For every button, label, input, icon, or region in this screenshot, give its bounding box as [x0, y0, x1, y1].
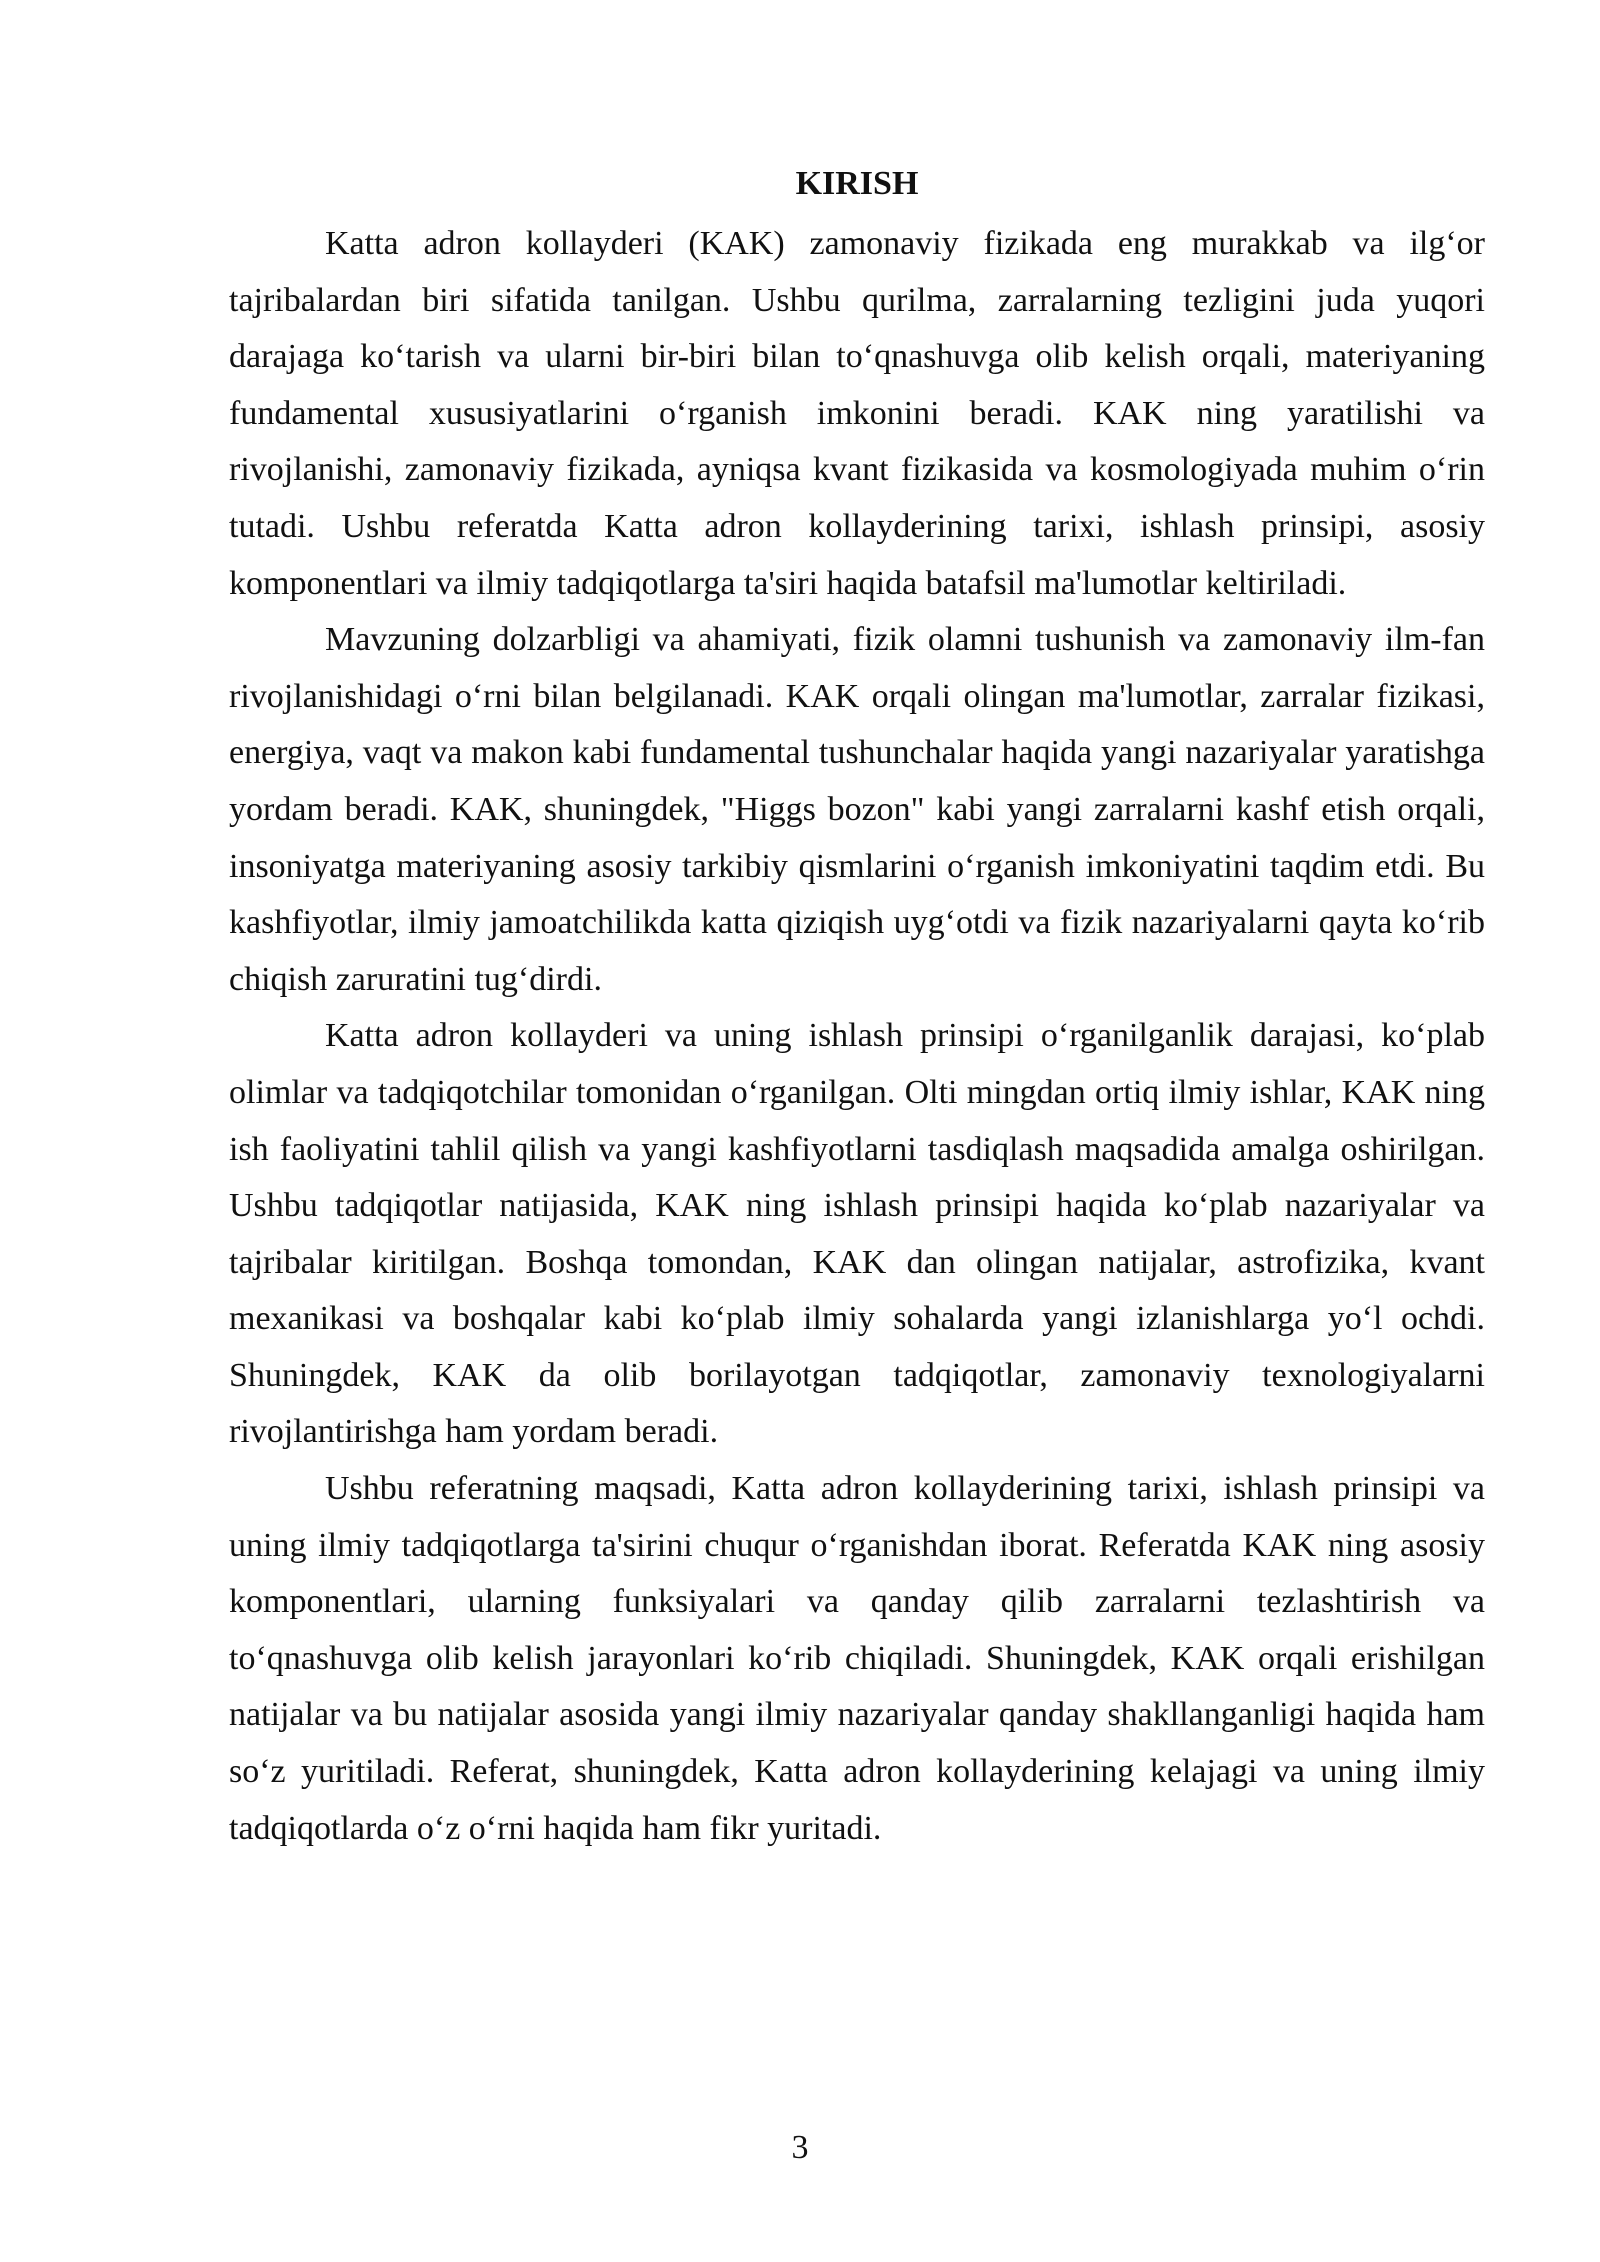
paragraph-relevance: Mavzuning dolzarbligi va ahamiyati, fizik olamni tushunish va zamonaviy ilm-fan rivojlanishidagi o‘rni bilan belgilanadi. KAK orqali olingan ma'lumotlar, zarralar fizikasi, energiya, vaqt va makon kabi fundamental tushunchalar haqida yangi nazariyalar yaratishga yordam beradi. KAK, shuningdek, "Higgs bozon" kabi yangi zarralarni kashf etish orqali, insoniyatga materiyaning asosiy tarkibiy qismlarini o‘rganish imkoniyatini taqdim etdi. Bu kashfiyotlar, ilmiy jamoatchilikda katta qiziqish uyg‘otdi va fizik nazariyalarni qayta ko‘rib chiqish zaruratini tug‘dirdi. [229, 621, 1485, 998]
paragraph-research-level: Katta adron kollayderi va uning ishlash prinsipi o‘rganilganlik darajasi, ko‘plab olimlar va tadqiqotchilar tomonidan o‘rganilgan. Olti mingdan ortiq ilmiy ishlar, KAK ning ish faoliyatini tahlil qilish va yangi kashfiyotlarni tasdiqlash maqsadida amalga oshirilgan. Ushbu tadqiqotlar natijasida, KAK ning ishlash prinsipi haqida ko‘plab nazariyalar va tajribalar kiritilgan. Boshqa tomondan, KAK dan olingan natijalar, astrofizika, kvant mexanikasi va boshqalar kabi ko‘plab ilmiy sohalarda yangi izlanishlarga yo‘l ochdi. Shuningdek, KAK da olib borilayotgan tadqiqotlar, zamonaviy texnologiyalarni rivojlantirishga ham yordam beradi. [229, 1017, 1485, 1451]
page-content [229, 160, 1485, 1857]
paragraph-intro: Katta adron kollayderi (KAK) zamonaviy fizikada eng murakkab va ilg‘or tajribalardan biri sifatida tanilgan. Ushbu qurilma, zarralarning tezligini juda yuqori darajaga ko‘tarish va ularni bir-biri bilan to‘qnashuvga olib kelish orqali, materiyaning fundamental xususiyatlarini o‘rganish imkonini beradi. KAK ning yaratilishi va rivojlanishi, zamonaviy fizikada, ayniqsa kvant fizikasida va kosmologiyada muhim o‘rin tutadi. Ushbu referatda Katta adron kollayderining tarixi, ishlash prinsipi, asosiy komponentlari va ilmiy tadqiqotlarga ta'siri haqida batafsil ma'lumotlar keltiriladi. [229, 225, 1485, 602]
paragraph-purpose: Ushbu referatning maqsadi, Katta adron kollayderining tarixi, ishlash prinsipi va uning ilmiy tadqiqotlarga ta'sirini chuqur o‘rganishdan iborat. Referatda KAK ning asosiy komponentlari, ularning funksiyalari va qanday qilib zarralarni tezlashtirish va to‘qnashuvga olib kelish jarayonlari ko‘rib chiqiladi. Shuningdek, KAK orqali erishilgan natijalar va bu natijalar asosida yangi ilmiy nazariyalar qanday shakllanganligi haqida ham so‘z yuritiladi. Referat, shuningdek, Katta adron kollayderining kelajagi va uning ilmiy tadqiqotlarda o‘z o‘rni haqida ham fikr yuritadi. [229, 1470, 1485, 1847]
section-title: KIRISH [795, 165, 919, 202]
page-number: 3 [791, 2129, 809, 2166]
